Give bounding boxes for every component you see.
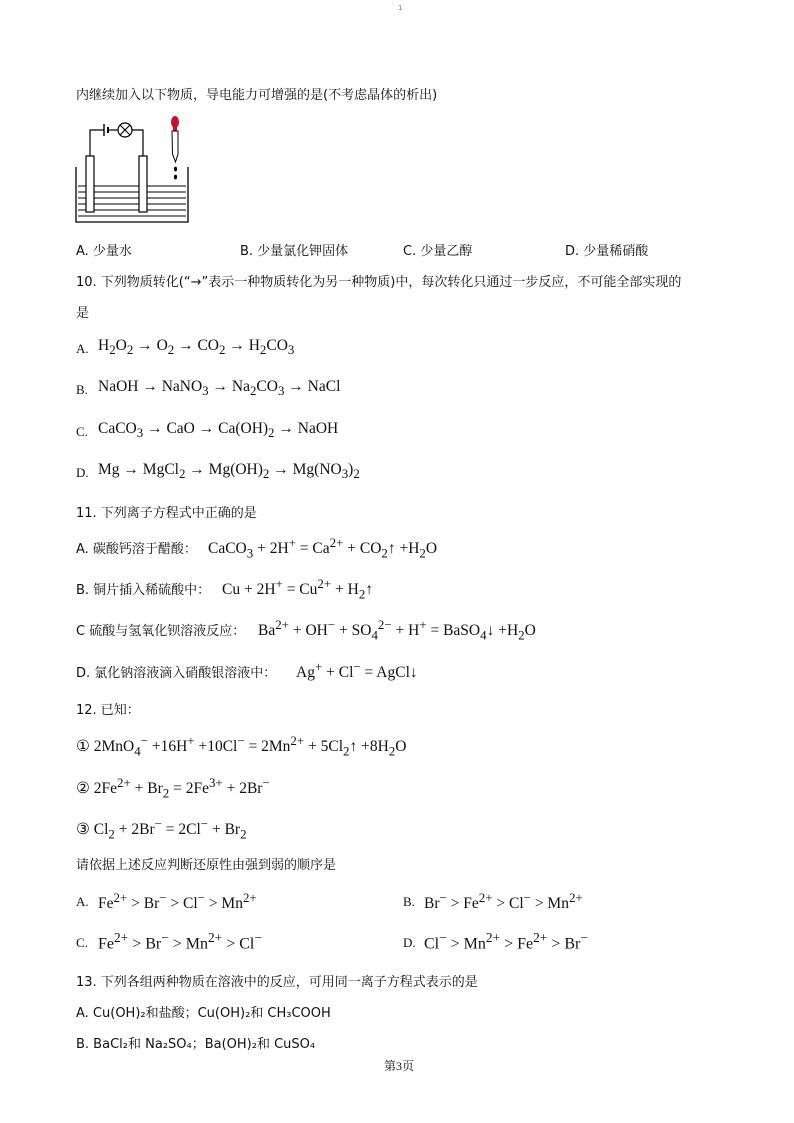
q12-reaction-2: ② $2Fe^{2+} + Br_2 = 2Fe^{3+} + 2Br^-$: [76, 775, 270, 801]
q12-reaction-3: ③ $Cl_2 + 2Br^- = 2Cl^- + Br_2$: [76, 816, 247, 842]
q10-label-b: B.: [76, 382, 88, 397]
q12-stem: 12. 已知：: [76, 703, 140, 718]
q10-label-c: C.: [76, 424, 88, 439]
q10-stem-line2: 是: [76, 306, 90, 321]
q10-label-a: A.: [76, 341, 89, 356]
q11-option-d-equation: Ag+ + Cl− = AgCl↓: [296, 659, 418, 682]
q12-option-c-order: $Fe^{2+} > Br^- > Mn^{2+} > Cl^-$: [98, 930, 262, 953]
q11-option-b-text: B. 铜片插入稀硫酸中：: [76, 583, 211, 598]
q13-option-a: A. Cu(OH)₂和盐酸；Cu(OH)₂和 CH₃COOH: [76, 1006, 331, 1021]
q11-stem: 11. 下列离子方程式中正确的是: [76, 506, 257, 521]
q10-option-a-equation: $H_2O_2 \to O_2 \to CO_2 \to H_2CO_3$: [98, 337, 295, 358]
q11-option-a-equation: CaCO$_3$ + $2H^+ = Ca^{2+}$ + $CO_2↑ +H_2O$: [208, 535, 438, 561]
q12-option-a-order: $Fe^{2+} > Br^- > Cl^- > Mn^{2+}$: [98, 890, 257, 913]
page-top-mark: 1: [398, 4, 403, 12]
q12-question: 请依据上述反应判断还原性由强到弱的顺序是: [76, 858, 337, 873]
conductivity-apparatus-figure: [72, 112, 200, 227]
q11-option-c-text: C 硫酸与氢氧化钡溶液反应：: [76, 624, 246, 639]
q12-label-a: A.: [76, 894, 89, 909]
page-number-footer: 第3页: [384, 1059, 415, 1073]
q12-option-b-order: $Br^- > Fe^{2+} > Cl^- > Mn^{2+}$: [424, 890, 583, 913]
q9-option-b: B. 少量氯化钾固体: [240, 244, 349, 259]
q9-stem: 内继续加入以下物质，导电能力可增强的是(不考虑晶体的析出): [76, 88, 438, 103]
q9-option-a: A. 少量水: [76, 244, 132, 259]
q13-stem: 13. 下列各组两种物质在溶液中的反应，可用同一离子方程式表示的是: [76, 975, 478, 990]
q10-option-c-equation: CaCO$_3$ → CaO → $Ca(OH)_2$ → NaOH: [98, 420, 339, 441]
q10-option-d-equation: Mg → MgCl$_2$ → $Mg(OH)_2 \to Mg(NO_3)_2$: [98, 461, 360, 482]
q9-option-c: C. 少量乙醇: [403, 244, 473, 259]
q9-option-d: D. 少量稀硝酸: [565, 244, 649, 259]
q11-option-a-text: A. 碳酸钙溶于醋酸：: [76, 542, 197, 557]
q10-label-d: D.: [76, 465, 89, 480]
q12-label-c: C.: [76, 935, 88, 950]
q10-option-b-equation: NaOH → NaNO$_3$ → $Na_2CO_3$ → NaCl: [98, 378, 341, 399]
q12-reaction-1: ① $2MnO_4^- +16H^+ +10Cl^- = 2Mn^{2+}$ + $5Cl_2↑ +8H_2O$: [76, 733, 407, 759]
q11-option-b-equation: $Cu + 2H^+ = Cu^{2+}$ + $H_2↑$: [222, 576, 374, 602]
q11-option-d-text: D. 氯化钠溶液滴入硝酸银溶液中：: [76, 666, 277, 681]
q10-stem-line1: 10. 下列物质转化(“→”表示一种物质转化为另一种物质)中，每次转化只通过一步反应，不可能全部实现的: [76, 275, 682, 290]
q13-option-b: B. BaCl₂和 Na₂SO₄；Ba(OH)₂和 CuSO₄: [76, 1037, 316, 1052]
q12-label-d: D.: [403, 935, 416, 950]
q12-option-d-order: $Cl^- > Mn^{2+} > Fe^{2+} > Br^-$: [424, 930, 588, 953]
q11-option-c-equation: $Ba^{2+} + OH^- + SO_4^{2-} + H^+$ = BaSO$_4$↓ $+H_2O$: [258, 617, 536, 643]
q12-label-b: B.: [403, 894, 415, 909]
